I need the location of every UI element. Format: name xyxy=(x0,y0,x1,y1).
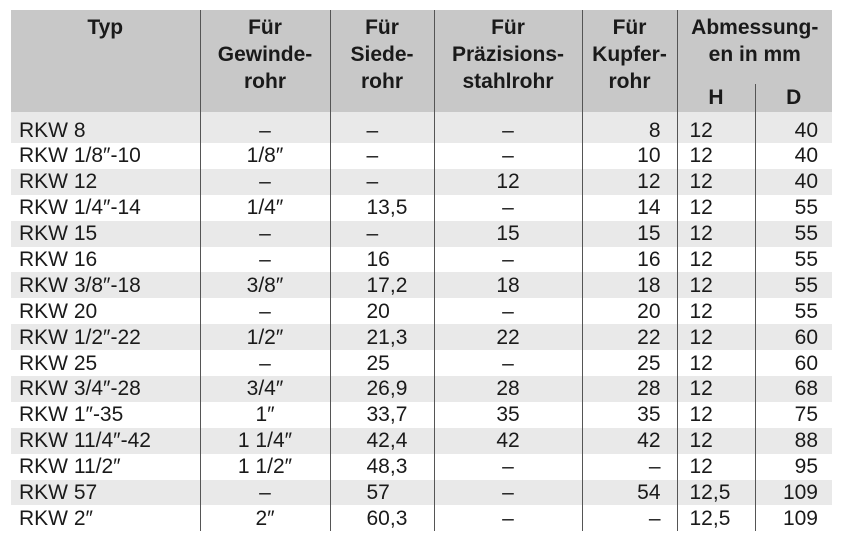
cell-siederohr: 60,3 xyxy=(330,505,434,531)
cell-h: 12 xyxy=(677,195,755,221)
cell-h: 12 xyxy=(677,350,755,376)
header-abmessungen: Abmessung- en in mm xyxy=(677,10,832,84)
cell-siederohr: 13,5 xyxy=(330,195,434,221)
cell-h: 12,5 xyxy=(677,505,755,531)
cell-gewinderohr: 3/8″ xyxy=(200,272,330,298)
cell-siederohr: 42,4 xyxy=(330,428,434,454)
dimensions-table xyxy=(11,10,832,531)
cell-kupferrohr: 8 xyxy=(582,112,677,143)
cell-siederohr: – xyxy=(330,143,434,169)
cell-gewinderohr: 1″ xyxy=(200,402,330,428)
cell-praezisionsstahlrohr: 42 xyxy=(434,428,582,454)
cell-d: 40 xyxy=(755,112,832,143)
cell-typ: RKW 11/4″-42 xyxy=(11,428,200,454)
cell-praezisionsstahlrohr: 18 xyxy=(434,272,582,298)
cell-gewinderohr: – xyxy=(200,112,330,143)
cell-h: 12,5 xyxy=(677,480,755,506)
cell-d: 88 xyxy=(755,428,832,454)
cell-d: 75 xyxy=(755,402,832,428)
table-row xyxy=(11,195,832,221)
cell-typ: RKW 1/8″-10 xyxy=(11,143,200,169)
header-kupferrohr: Für Kupfer- rohr xyxy=(582,10,677,112)
table-row xyxy=(11,376,832,402)
cell-h: 12 xyxy=(677,272,755,298)
cell-typ: RKW 1″-35 xyxy=(11,402,200,428)
cell-d: 55 xyxy=(755,298,832,324)
cell-praezisionsstahlrohr: 35 xyxy=(434,402,582,428)
header-gewinderohr: Für Gewinde- rohr xyxy=(200,10,330,112)
cell-kupferrohr: 20 xyxy=(582,298,677,324)
cell-d: 68 xyxy=(755,376,832,402)
header-h: H xyxy=(677,84,755,112)
header-siederohr: Für Siede- rohr xyxy=(330,10,434,112)
cell-siederohr: – xyxy=(330,221,434,247)
cell-siederohr: 57 xyxy=(330,480,434,506)
cell-praezisionsstahlrohr: 22 xyxy=(434,324,582,350)
cell-gewinderohr: – xyxy=(200,247,330,273)
cell-d: 40 xyxy=(755,143,832,169)
cell-praezisionsstahlrohr: – xyxy=(434,112,582,143)
cell-praezisionsstahlrohr: – xyxy=(434,143,582,169)
cell-typ: RKW 57 xyxy=(11,480,200,506)
cell-h: 12 xyxy=(677,247,755,273)
cell-kupferrohr: 25 xyxy=(582,350,677,376)
cell-gewinderohr: 1/4″ xyxy=(200,195,330,221)
cell-h: 12 xyxy=(677,324,755,350)
cell-h: 12 xyxy=(677,376,755,402)
cell-typ: RKW 15 xyxy=(11,221,200,247)
table-row xyxy=(11,221,832,247)
cell-typ: RKW 16 xyxy=(11,247,200,273)
cell-gewinderohr: 3/4″ xyxy=(200,376,330,402)
header-praezisionsstahlrohr: Für Präzisions- stahlrohr xyxy=(434,10,582,112)
cell-siederohr: 20 xyxy=(330,298,434,324)
cell-gewinderohr: – xyxy=(200,221,330,247)
cell-praezisionsstahlrohr: – xyxy=(434,454,582,480)
table-row xyxy=(11,480,832,506)
cell-h: 12 xyxy=(677,402,755,428)
cell-h: 12 xyxy=(677,143,755,169)
cell-typ: RKW 25 xyxy=(11,350,200,376)
cell-d: 60 xyxy=(755,350,832,376)
cell-typ: RKW 1/4″-14 xyxy=(11,195,200,221)
cell-d: 60 xyxy=(755,324,832,350)
cell-typ: RKW 8 xyxy=(11,112,200,143)
cell-kupferrohr: – xyxy=(582,505,677,531)
table-row xyxy=(11,298,832,324)
table-row xyxy=(11,169,832,195)
cell-kupferrohr: 12 xyxy=(582,169,677,195)
cell-siederohr: 33,7 xyxy=(330,402,434,428)
cell-kupferrohr: 14 xyxy=(582,195,677,221)
cell-gewinderohr: – xyxy=(200,480,330,506)
table-row xyxy=(11,247,832,273)
cell-siederohr: 17,2 xyxy=(330,272,434,298)
cell-d: 55 xyxy=(755,195,832,221)
cell-praezisionsstahlrohr: 15 xyxy=(434,221,582,247)
cell-kupferrohr: 28 xyxy=(582,376,677,402)
cell-typ: RKW 3/4″-28 xyxy=(11,376,200,402)
cell-praezisionsstahlrohr: – xyxy=(434,350,582,376)
cell-h: 12 xyxy=(677,169,755,195)
cell-typ: RKW 1/2″-22 xyxy=(11,324,200,350)
cell-typ: RKW 12 xyxy=(11,169,200,195)
cell-gewinderohr: 2″ xyxy=(200,505,330,531)
cell-d: 40 xyxy=(755,169,832,195)
cell-siederohr: 48,3 xyxy=(330,454,434,480)
table-row xyxy=(11,428,832,454)
cell-h: 12 xyxy=(677,454,755,480)
cell-d: 95 xyxy=(755,454,832,480)
table-row xyxy=(11,324,832,350)
cell-siederohr: 25 xyxy=(330,350,434,376)
cell-d: 109 xyxy=(755,480,832,506)
header-typ: Typ xyxy=(11,10,200,112)
cell-kupferrohr: 42 xyxy=(582,428,677,454)
cell-praezisionsstahlrohr: 12 xyxy=(434,169,582,195)
cell-siederohr: 16 xyxy=(330,247,434,273)
cell-gewinderohr: 1 1/2″ xyxy=(200,454,330,480)
table-header xyxy=(11,10,832,112)
cell-typ: RKW 20 xyxy=(11,298,200,324)
cell-kupferrohr: 18 xyxy=(582,272,677,298)
cell-d: 55 xyxy=(755,247,832,273)
cell-kupferrohr: – xyxy=(582,454,677,480)
cell-h: 12 xyxy=(677,428,755,454)
cell-gewinderohr: 1/2″ xyxy=(200,324,330,350)
cell-gewinderohr: – xyxy=(200,298,330,324)
cell-praezisionsstahlrohr: – xyxy=(434,247,582,273)
table-row xyxy=(11,112,832,143)
cell-siederohr: – xyxy=(330,169,434,195)
table-row xyxy=(11,454,832,480)
cell-praezisionsstahlrohr: – xyxy=(434,195,582,221)
cell-gewinderohr: – xyxy=(200,350,330,376)
cell-praezisionsstahlrohr: – xyxy=(434,505,582,531)
cell-siederohr: 21,3 xyxy=(330,324,434,350)
cell-typ: RKW 2″ xyxy=(11,505,200,531)
cell-kupferrohr: 16 xyxy=(582,247,677,273)
cell-kupferrohr: 54 xyxy=(582,480,677,506)
table-body xyxy=(11,112,832,531)
table-row xyxy=(11,350,832,376)
cell-gewinderohr: 1/8″ xyxy=(200,143,330,169)
cell-typ: RKW 3/8″-18 xyxy=(11,272,200,298)
table-row xyxy=(11,505,832,531)
cell-kupferrohr: 15 xyxy=(582,221,677,247)
table-row xyxy=(11,402,832,428)
cell-siederohr: – xyxy=(330,112,434,143)
cell-d: 55 xyxy=(755,272,832,298)
cell-praezisionsstahlrohr: 28 xyxy=(434,376,582,402)
cell-typ: RKW 11/2″ xyxy=(11,454,200,480)
cell-d: 55 xyxy=(755,221,832,247)
cell-gewinderohr: 1 1/4″ xyxy=(200,428,330,454)
cell-praezisionsstahlrohr: – xyxy=(434,480,582,506)
cell-gewinderohr: – xyxy=(200,169,330,195)
cell-siederohr: 26,9 xyxy=(330,376,434,402)
cell-h: 12 xyxy=(677,221,755,247)
table-row xyxy=(11,143,832,169)
cell-kupferrohr: 10 xyxy=(582,143,677,169)
cell-d: 109 xyxy=(755,505,832,531)
header-d: D xyxy=(755,84,832,112)
cell-kupferrohr: 22 xyxy=(582,324,677,350)
cell-h: 12 xyxy=(677,112,755,143)
cell-praezisionsstahlrohr: – xyxy=(434,298,582,324)
cell-kupferrohr: 35 xyxy=(582,402,677,428)
cell-h: 12 xyxy=(677,298,755,324)
table-row xyxy=(11,272,832,298)
